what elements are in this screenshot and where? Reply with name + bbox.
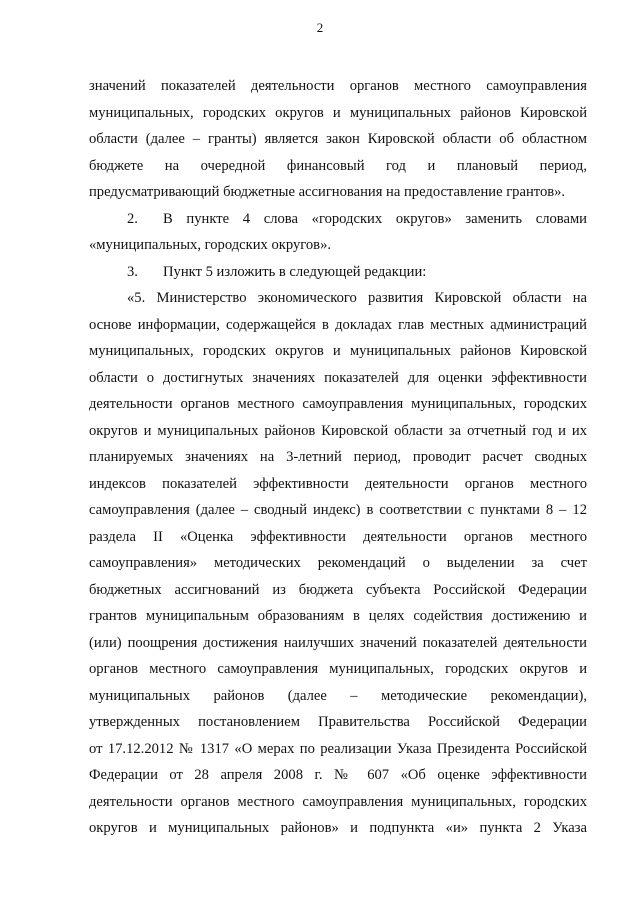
- text-line: планируемых значениях на 3-летний период, проводит расчет сводных: [89, 449, 587, 465]
- text-line: «муниципальных, городских округов».: [89, 237, 332, 253]
- item-text: Пункт 5 изложить в следующей редакции:: [163, 263, 427, 280]
- text-line: Федерации от 28 апреля 2008 г. № 607 «Об оценке эффективности: [89, 767, 587, 783]
- paragraph-first-line: «5. Министерство экономического развития Кировской области на: [127, 290, 587, 306]
- text-line: самоуправления (далее – сводный индекс) в соответствии с пунктами 8 – 12: [89, 502, 587, 518]
- text-line: индексов показателей эффективности деятельности органов местного: [89, 475, 587, 492]
- numbered-item-2: [89, 206, 587, 233]
- text-line: области о достигнутых значениях показателей для оценки эффективности: [89, 369, 587, 386]
- text-line: органов местного самоуправления муниципальных, городских округов и: [89, 661, 587, 677]
- text-line: предусматривающий бюджетные ассигнования на предоставление грантов».: [89, 184, 566, 200]
- text-line: значений показателей деятельности органов местного самоуправления: [89, 78, 587, 94]
- text-line: муниципальных, городских округов и муниципальных районов Кировской: [89, 343, 587, 359]
- text-line: самоуправления» методических рекомендаций о выделении за счет: [89, 555, 587, 571]
- text-line: утвержденных постановлением Правительства Российской Федерации: [89, 714, 587, 730]
- text-line: бюджетных ассигнований из бюджета субъекта Российской Федерации: [89, 581, 587, 598]
- item-number: 3.: [127, 263, 138, 280]
- text-line: округов и муниципальных районов Кировской области за отчетный год и их: [89, 422, 587, 439]
- item-number: 2.: [127, 210, 138, 227]
- text-line: деятельности органов местного самоуправления муниципальных, городских: [89, 396, 587, 412]
- text-line: основе информации, содержащейся в докладах глав местных администраций: [89, 316, 587, 333]
- numbered-item-3: [89, 259, 587, 286]
- text-line: раздела II «Оценка эффективности деятельности органов местного: [89, 528, 587, 545]
- text-line: деятельности органов местного самоуправления муниципальных, городских: [89, 793, 587, 810]
- text-line: муниципальных, городских округов и муниципальных районов Кировской: [89, 104, 587, 121]
- text-line: бюджете на очередной финансовый год и плановый период,: [89, 157, 587, 174]
- text-line: муниципальных районов (далее – методические рекомендации),: [89, 687, 587, 704]
- text-line: (или) поощрения достижения наилучших значений показателей деятельности: [89, 634, 587, 651]
- text-line: округов и муниципальных районов» и подпункта «и» пункта 2 Указа: [89, 820, 587, 836]
- item-text: В пункте 4 слова «городских округов» заменить словами: [163, 210, 587, 227]
- text-line: области (далее – гранты) является закон Кировской области об областном: [89, 131, 587, 147]
- page-number: 2: [316, 20, 324, 35]
- text-line: грантов муниципальным образованиям в целях содействия достижению и: [89, 608, 587, 624]
- document-body: [89, 73, 587, 842]
- text-line: от 17.12.2012 № 1317 «О мерах по реализации Указа Президента Российской: [89, 740, 587, 757]
